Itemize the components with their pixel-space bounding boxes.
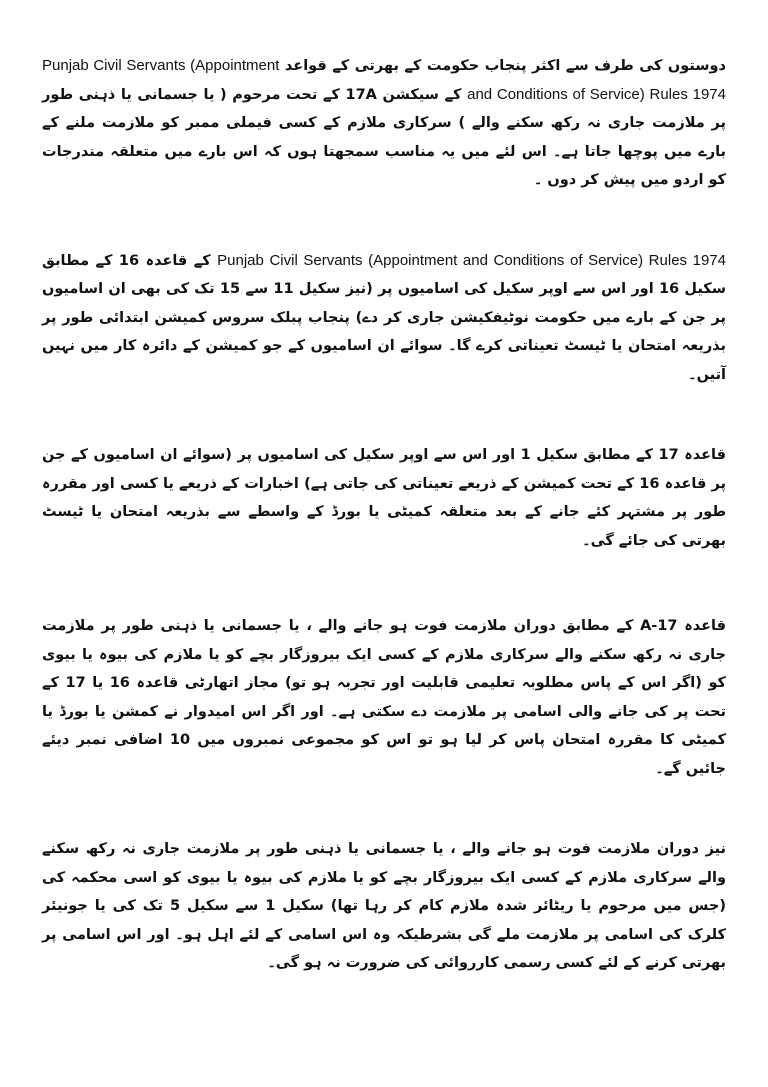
paragraph-rule-17a	[42, 612, 726, 783]
paragraph-family-employment	[42, 835, 726, 978]
document-page	[42, 52, 726, 978]
rules-title: Punjab Civil Servants (Appointment and Conditions of Service) Rules 1974	[42, 57, 726, 103]
paragraph-family-employment-text: نیز دوران ملازمت فوت ہو جانے والے ، یا جسمانی یا ذہنی طور پر ملازمت جاری نہ رکھ سکنے والے سرکاری ملازم کے کسی ایک بیروزگار بچے کو یا ملازم کی بیوہ یا بیوی کو اسی محکمہ کی (جس میں مرحوم یا ریٹائر شدہ ملازم کام کر رہا تھا) سکیل 1 سے سکیل 5 تک کی یا جونیئر کلرک کی اسامی پر ملازمت ملے گی بشرطیکہ وہ اس اسامی کے لئے اہل ہو۔ اور اس اسامی پر بھرتی کرنے کے لئے کسی رسمی کارروائی کی ضرورت نہ ہو گی۔	[42, 841, 727, 971]
paragraph-intro	[42, 52, 726, 195]
paragraph-rule-17	[42, 441, 726, 555]
paragraph-rule-17a-text: قاعدہ 17-A کے مطابق دوران ملازمت فوت ہو جانے والے ، یا جسمانی یا ذہنی طور پر ملازمت جاری نہ رکھ سکنے والے سرکاری ملازم کے کسی ایک بیروزگار بچے کو یا ملازم کی بیوہ یا بیوی کو (اگر اس کے پاس مطلوبہ تعلیمی قابلیت اور تجربہ ہو تو) مجاز اتھارٹی قاعدہ 16 یا 17 کے تحت پر کی جانے والی اسامی پر ملازمت دے سکتی ہے۔ اور اگر اس امیدوار نے کمشن یا بورڈ یا کمیٹی کا مقررہ امتحان پاس کر لیا ہو تو اس کو مجموعی نمبروں میں 10 اضافی نمبر دیئے جائیں گے۔	[42, 618, 727, 777]
paragraph-rule-17-text: قاعدہ 17 کے مطابق سکیل 1 اور اس سے اوپر سکیل کی اسامیوں پر (سوائے ان اسامیوں کے جن پر قاعدہ 16 کے تحت کمیشن کے ذریعے تعیناتی کی جاتی ہے) اخبارات کے ذریعے یا کسی اور مقررہ طور پر مشتہر کئے جانے کے بعد متعلقہ کمیٹی یا بورڈ کے واسطے سے بذریعہ امتحان یا ٹیسٹ بھرتی کی جائے گی۔	[42, 447, 726, 549]
rules-title: Punjab Civil Servants (Appointment and Conditions of Service) Rules 1974	[217, 251, 726, 269]
paragraph-rule-16-text: کے قاعدہ 16 کے مطابق سکیل 16 اور اس سے اوپر سکیل کی اسامیوں پر (نیز سکیل 11 سے 15 تک کی بھی ان اسامیوں پر جن کے بارے میں حکومت نوٹیفکیشن جاری کر دے) پنجاب پبلک سروس کمیشن ابتدائی طور پر بذریعہ امتحان یا ٹیسٹ تعیناتی کرے گا۔ سوائے ان اسامیوں کے جو کمیشن کے دائرہ کار میں نہیں آتیں۔	[42, 252, 726, 383]
paragraph-intro-text-1: دوستوں کی طرف سے اکثر پنجاب حکومت کے بھرتی کے قواعد	[284, 58, 726, 74]
paragraph-intro-text-2: کے سیکشن 17A کے تحت مرحوم ( یا جسمانی یا ذہنی طور پر ملازمت جاری نہ رکھ سکنے والے ) سرکاری ملازم کے کسی فیملی ممبر کو ملازمت ملنے کے بارے میں پوچھا جاتا ہے۔ اس لئے میں یہ مناسب سمجھتا ہوں کہ اس بارے میں متعلقہ مندرجات کو اردو میں پیش کر دوں ۔	[42, 86, 726, 188]
paragraph-rule-16	[42, 247, 726, 390]
